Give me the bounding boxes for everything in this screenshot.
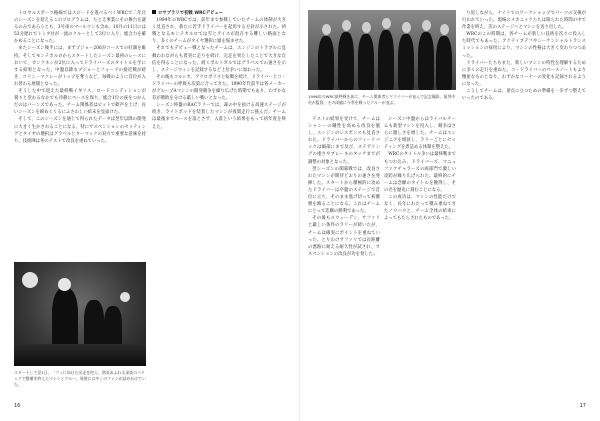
crowd-silhouette — [14, 344, 146, 366]
person-figure — [398, 34, 414, 90]
right-column-2 — [384, 116, 456, 398]
crowd-figure — [104, 306, 122, 348]
helmet-icon — [58, 278, 71, 291]
left-column-1 — [14, 10, 146, 254]
paragraph: その後もスウェーデン、サファリと厳しい条件のラリーが続いたが、チームは確実にポイントを重ねていった。とりわけサファリでは長距離の悪路に耐える耐久性が試され、サスペンションの改良が功を奏した。 — [308, 216, 380, 257]
night-rally-photo — [14, 262, 146, 366]
paragraph: またシーズン後半には、まずプジョー206がコースでの好調を維持。そしてモンテカルロからスタートしたシーズン最初のレースにおいて、カンクネンが2位に入ってドライバーズのタイトルを手にする結果となった。中盤以降もプジョーとフォードの接近戦が続き、コリン・マクレーがトップを奪うなど、毎戦のように首位が入れ替わる展開となった。 — [14, 46, 146, 87]
crowd-figure — [84, 300, 104, 348]
right-column-3 — [462, 10, 586, 400]
team-group-photo — [308, 10, 456, 90]
paragraph: ドライバーたちもまた、新しいマシンの特性を理解するために多くの走行を重ねた。コ・ドライバーのペースノートもより精密なものとなり、わずかなコーナーの変化も記録されるようになった。 — [462, 60, 586, 87]
section-heading-text: ロサブラリで初戦 WRCデビュー — [158, 11, 224, 16]
paragraph: この成功は、マシンの性能だけでなく、長年にわたって積み重ねてきたノウハウと、チーム全体の結束によってもたらされたものであった。 — [384, 195, 456, 222]
paragraph: WRCのタイトル争いは最終戦までもつれ込み、ドライバーズ、マニュファクチャラーズの両部門で激しい攻防が繰り広げられた。最終的にチームは念願のタイトルを獲得し、その名を歴史に刻むことになる。 — [384, 152, 456, 193]
paragraph: そうした中で迎えた最終戦イギリス、ロードコンディションが刻々と変わるなかでも冷静にペースを保ち、総合1位の座をつかんだのはバーンズであった。チーム関係者はピットで歓声を上げ、長いシーズンを締めくくるにふさわしい結末を見届けた。 — [14, 89, 146, 116]
floodlight-icon — [22, 272, 38, 288]
heading-square-icon — [152, 10, 156, 14]
face-icon — [440, 24, 449, 35]
paragraph: そして、このシーズンを通じて得られたデータは翌年以降の開発に大きく生かされることになる。特にサスペンションのセッティングとタイヤの選択はグラベルとターマックの双方で重要な意味を持ち、技術陣は冬のテストで改良を重ねていった。 — [14, 117, 146, 144]
face-icon — [322, 24, 331, 35]
section-heading — [152, 10, 286, 17]
paragraph: テストの結果を受けて、チームはシャシーの剛性を高める改良を施し、エンジンのレスポンスも見直された。ドライバーからのフィードバックは細部にまで及び、ステアリングの重さやブレーキのタッチまでが調整の対象となった。 — [308, 117, 380, 165]
paragraph: シーズン中盤からはライバルチームも新型マシンを投入し、競争はさらに激しさを増した。チームはエンジニアを増員し、ラリーごとにセッティングを煮詰める体制を整えた。 — [384, 117, 456, 151]
floodlight-icon — [120, 292, 130, 302]
page-number: 17 — [579, 403, 586, 409]
photo-caption: スタートして翌1日、「フィに向けた出走を控え、熱気あふれる深夜のパドックで整備を終えたマシンとクルー。周囲には多くのファンが詰めかけていた。 — [14, 370, 146, 387]
person-figure — [418, 32, 434, 90]
right-page — [300, 0, 600, 421]
face-icon — [342, 20, 351, 31]
page-number: 16 — [14, 403, 21, 409]
right-column-1 — [308, 116, 380, 398]
paragraph: トロヤルスポーツ路線ではスピードを遂べるべくWRCで二年目のシーズンを迎えるこのプログラムは、たとえ事業にその舞台を譲るのみであろうとも、3号車のマールウンも含め、10月の11日には53分遅れでトミタ社が一流のクルーとして3位に入り、総合力を確かめることになった。 — [14, 11, 146, 45]
paragraph: り返しながら、ナイトでのワークショップでパーツの交換が行われていった。現場のメカニックたちは限られた時間の中で作業を終え、次のステージへとマシンを送り出した。 — [462, 11, 586, 31]
paragraph: シーズン終盤のRACラリーでは、森の中を抜ける高速ステージが続き、ライトポッドを装着したマシンが夜間走行に挑んだ。チームは最後までペースを落とさず、入賞という結果をもって初年度を終えた。 — [152, 103, 286, 130]
person-figure — [378, 30, 394, 90]
paragraph: 1994年のWRCでは、前年まで参戦していたチームの体制が大きく見直され、新たに若手ドライバーを起用する方針が示された。初戦となるモンテカルロでは雪とアイスが混在する難しい路面となり、多くのチームがタイヤ選択に頭を悩ませた。 — [152, 18, 286, 45]
person-figure — [318, 36, 334, 90]
mechanic-figure — [52, 288, 78, 348]
photo-caption: 1996年のWRC最終戦を前に、チーム関係者とドライバーが並んで記念撮影。前列中央が監督、その両脇に今季を戦ったクルーが並ぶ。 — [308, 94, 456, 105]
face-icon — [422, 20, 431, 31]
paragraph: 翌シーズンの開幕戦では、改良されたマシンが期待どおりの速さを発揮した。スタートから積極的に攻めたドライバーは序盤のステージで首位に立ち、そのまま逃げ切って初優勝を飾ることになる。これはチームにとって悲願の勝利であった。 — [308, 166, 380, 215]
paragraph: それでもデビュー戦となったチームは、エンジンのトラブルに見舞われながらも着実に走りを続け、完走を果たしたことで大きな自信を得ることになった。続くポルトガルではグラベルでの速さを示し、ステージウィンを記録するなど上位争いに加わった。 — [152, 46, 286, 73]
face-icon — [362, 22, 371, 33]
paragraph: こうしてチームは、頂点に立つための準備を一歩ずつ整えていったのである。 — [462, 89, 586, 102]
paragraph: その後もコルシカ、アクロポリスと転戦を続け、ドライバーとコ・ドライバーの呼吸も次第に合ってきた。1990年代前半は各メーカーがグループAマシンの開発競争を繰り広げた時期でもあり、わずかな差が勝敗を分ける厳しい戦いとなった。 — [152, 74, 286, 102]
left-column-2 — [152, 10, 286, 400]
person-figure — [358, 34, 374, 90]
person-figure — [338, 32, 354, 90]
person-figure — [436, 36, 452, 90]
paragraph: WRCのこの時期は、各チームが新しい技術を次々に投入した時代でもあった。アクティブデフやシーケンシャルトランスミッションの採用により、マシンの性格は大きく変わりつつあった。 — [462, 32, 586, 59]
face-icon — [382, 18, 391, 29]
face-icon — [402, 22, 411, 33]
